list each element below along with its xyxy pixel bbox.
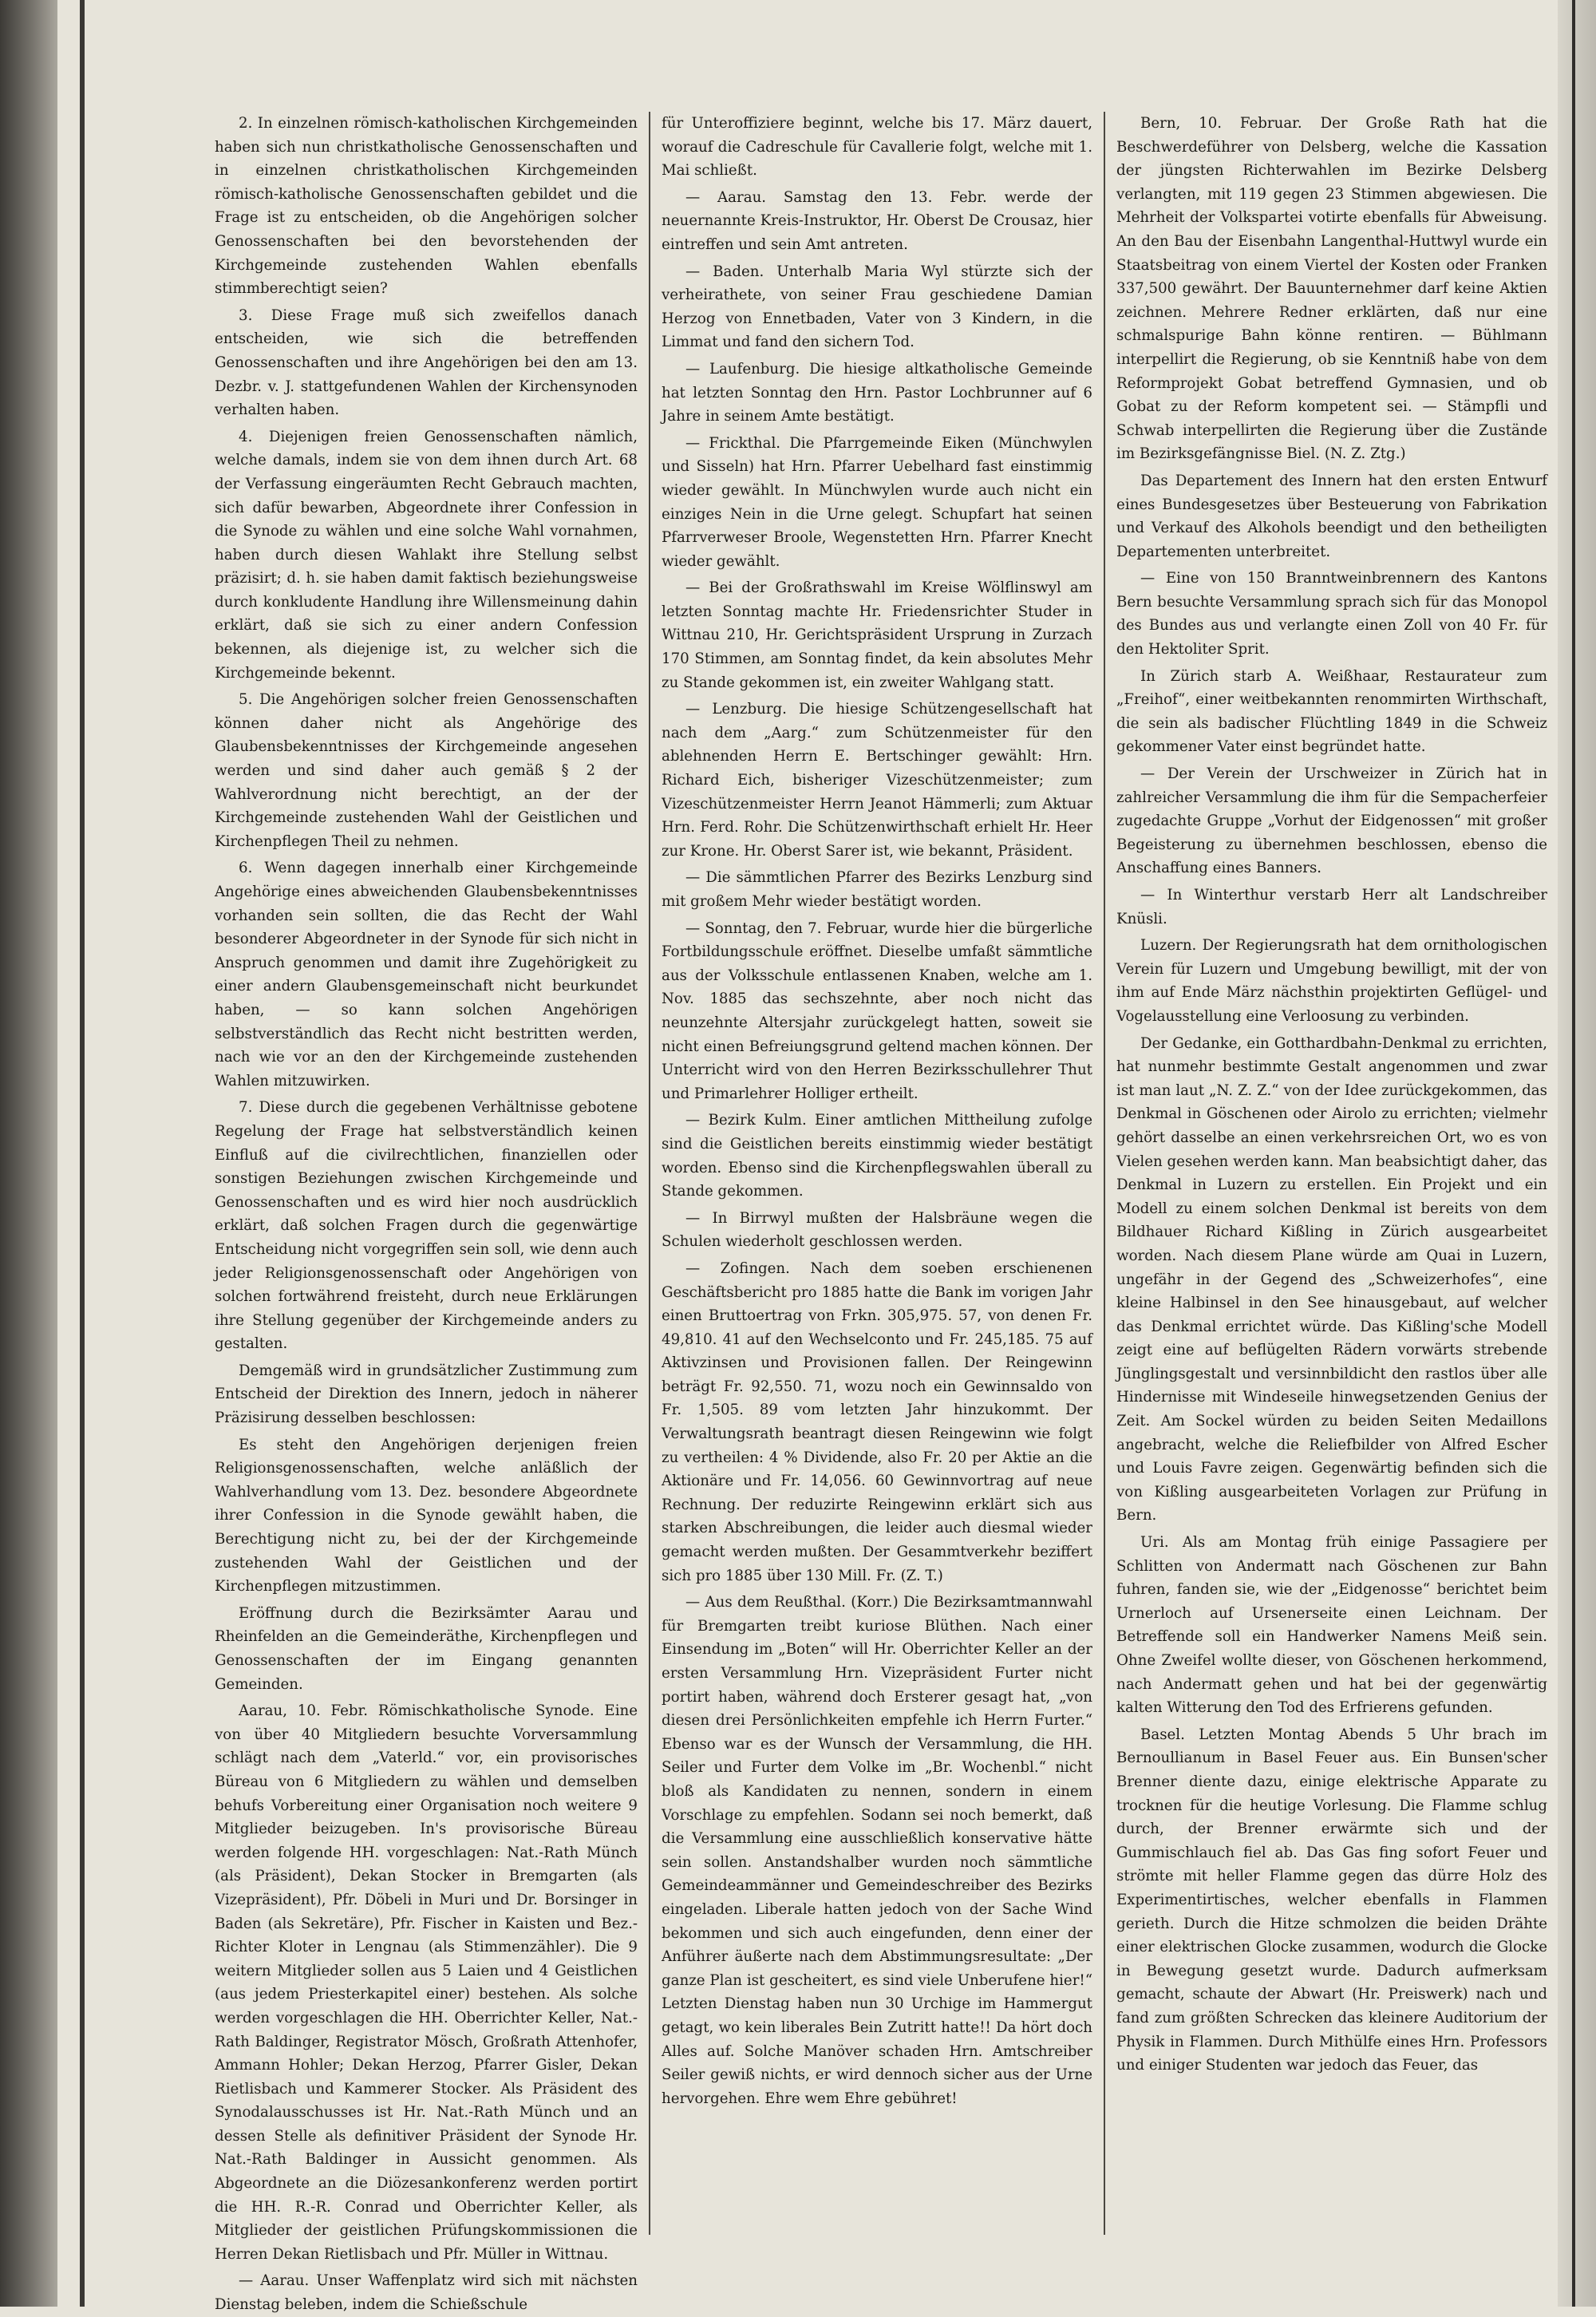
paragraph: 5. Die Angehörigen solcher freien Genossenschaften können daher nicht als Angehörige des Glaubensbekenntnisses der Kirchgemeinde angesehen werden und sind daher auch gemäß § 2 der Wahlverordnung nicht berechtigt, an der der Kirchgemeinde zustehenden Wahl der Geistlichen und Kirchenpflegen Theil zu nehmen. <box>215 691 638 850</box>
paragraph: — Laufenburg. Die hiesige altkatholische Gemeinde hat letzten Sonntag den Hrn. Pastor Lochbrunner auf 6 Jahre in seinem Amte bestätigt. <box>662 360 1092 425</box>
paragraph: — In Birrwyl mußten der Halsbräune wegen die Schulen wiederholt geschlossen werden. <box>662 1209 1092 1251</box>
paragraph: Uri. Als am Montag früh einige Passagiere per Schlitten von Andermatt nach Göschenen zur Bahn fuhren, fanden sie, wie der „Eidgenosse“ berichtet beim Urnerloch auf Ursenerseite einen Leichnam. Der Betreffende soll ein Handwerker Namens Meiß sein. Ohne Zweifel wollte dieser, von Göschenen herkommend, nach Andermatt gehen und hat bei der gegenwärtig kalten Witterung den Tod des Erfrierens gefunden. <box>1116 1534 1547 1717</box>
paragraph: — Aarau. Unser Waffenplatz wird sich mit nächsten Dienstag beleben, indem die Schießschule <box>215 2272 638 2314</box>
paragraph: — Eine von 150 Branntweinbrennern des Kantons Bern besuchte Versammlung sprach sich für das Monopol des Bundes aus und verlangte einen Zoll von 40 Fr. für den Hektoliter Sprit. <box>1116 570 1547 658</box>
paragraph: 7. Diese durch die gegebenen Verhältnisse gebotene Regelung der Frage hat selbstverständlich keinen Einfluß auf die civilrechtlichen, finanziellen oder sonstigen Beziehungen zwischen Kirchgemeinde und Genossenschaften und es wird hier noch ausdrücklich erklärt, daß solchen Fragen durch die gegenwärtige Entscheidung nicht vorgegriffen sein soll, wie denn auch jeder Religionsgenossenschaft oder Angehörigen von solchen fortwährend freisteht, durch neue Erklärungen ihre Stellung gegenüber der Kirchgemeinde anders zu gestalten. <box>215 1099 638 1353</box>
paragraph: — Aus dem Reußthal. (Korr.) Die Bezirksamtmannwahl für Bremgarten treibt kuriose Blüthen. Nach einer Einsendung im „Boten“ will Hr. Oberrichter Keller an der ersten Versammlung Hrn. Vizepräsident Furter nicht portirt haben, während doch Ersterer gesagt hat, „von diesen drei Persönlichkeiten empfehle ich Herrn Furter.“ Ebenso war es der Wunsch der Versammlung, die HH. Seiler und Furter dem Volke im „Br. Wochenbl.“ nicht bloß als Kandidaten zu nennen, sondern in einem Vorschlage zu empfehlen. Sodann sei noch bemerkt, daß die Versammlung eine ausschließlich konservative hätte sein sollen. Anstandshalber wurden noch sämmtliche Gemeindeammänner und Gemeindeschreiber des Bezirks eingeladen. Liberale hatten jedoch von der Sache Wind bekommen und sich auch eingefunden, denn einer der Anführer äußerte nach dem Abstimmungsresultate: „Der ganze Plan ist gescheitert, es sind viele Unberufene hier!“ Letzten Dienstag haben nun 30 Urchige im Hammergut getagt, wo kein liberales Bein Zutritt hatte!! Da hört doch Alles auf. Solche Manöver schaden Hrn. Amtschreiber Seiler gewiß nichts, er wird dennoch sicher aus der Urne hervorgehen. Ehre wem Ehre gebühret! <box>662 1594 1092 2107</box>
column-left <box>203 112 650 2314</box>
paragraph: Der Gedanke, ein Gotthardbahn-Denkmal zu errichten, hat nunmehr bestimmte Gestalt angenommen und zwar ist man laut „N. Z. Z.“ von der Idee zurückgekommen, das Denkmal in Göschenen oder Airolo zu errichten; vielmehr gehört dasselbe an einen verkehrsreichen Ort, wo es von Vielen gesehen werden kann. Man beabsichtigt daher, das Denkmal in Luzern zu erstellen. Ein Projekt und ein Modell zu einem solchen Denkmal ist bereits von dem Bildhauer Richard Kißling in Zürich ausgearbeitet worden. Nach diesem Plane würde am Quai in Luzern, ungefähr in der Gegend des „Schweizerhofes“, eine kleine Halbinsel in den See hinausgebaut, auf welcher das Denkmal errichtet würde. Das Kißling'sche Modell zeigt eine auf beflügelten Rädern vorwärts strebende Jünglingsgestalt und versinnbildicht den rastlos über alle Hindernisse mit Windeseile hinwegsetzenden Genius der Zeit. Am Sockel würden zu beiden Seiten Medaillons angebracht, welche die Reliefbilder von Alfred Escher und Louis Favre zeigen. Gegenwärtig befinden sich die von Kißling ausgearbeiteten Vorlagen zur Prüfung in Bern. <box>1116 1034 1547 1524</box>
page-edge-line <box>1572 0 1575 2307</box>
paragraph: 4. Diejenigen freien Genossenschaften nämlich, welche damals, indem sie von dem ihnen durch Art. 68 der Verfassung eingeräumten Recht Gebrauch machten, sich dafür bewarben, Abgeordnete ihrer Confession in die Synode zu wählen und eine solche Wahl vornahmen, haben durch diesen Wahlakt ihre Stellung selbst präzisirt; d. h. sie haben damit faktisch beziehungsweise durch konkludente Handlung ihre Willensmeinung dahin erklärt, daß sie sich zu einer andern Confession bekennen, als diejenige ist, zu welcher sich die Kirchgemeinde bekennt. <box>215 428 638 682</box>
book-binding-shadow <box>0 0 57 2307</box>
paragraph: — Aarau. Samstag den 13. Febr. werde der neuernannte Kreis-Instruktor, Hr. Oberst De Crousaz, hier eintreffen und sein Amt antreten. <box>662 188 1092 253</box>
paragraph: Eröffnung durch die Bezirksämter Aarau und Rheinfelden an die Gemeinderäthe, Kirchenpflegen und Genossenschaften der im Eingang genannten Gemeinden. <box>215 1604 638 1693</box>
column-middle <box>650 112 1105 2235</box>
page-gutter-line <box>80 0 85 2307</box>
paragraph: 6. Wenn dagegen innerhalb einer Kirchgemeinde Angehörige eines abweichenden Glaubensbekenntnisses vorhanden sein sollten, die das Recht der Wahl besonderer Abgeordneter in der Synode für sich nicht in Anspruch genommen und damit ihre Zugehörigkeit zu einer andern Glaubensgemeinschaft nicht beurkundet haben, — so kann solchen Angehörigen selbstverständlich das Recht nicht bestritten werden, nach wie vor an den der Kirchgemeinde zustehenden Wahlen mitzuwirken. <box>215 860 638 1089</box>
paragraph: — Bei der Großrathswahl im Kreise Wölflinswyl am letzten Sonntag machte Hr. Friedensrichter Studer in Wittnau 210, Hr. Gerichtspräsident Ursprung in Zurzach 170 Stimmen, am Sonntag findet, da kein absolutes Mehr zu Stande gekommen ist, ein zweiter Wahlgang statt. <box>662 579 1092 691</box>
paragraph: 2. In einzelnen römisch-katholischen Kirchgemeinden haben sich nun christkatholische Genossenschaften und in einzelnen christkatholischen Kirchgemeinden römisch-katholische Genossenschaften gebildet und die Frage ist zu entscheiden, ob die Angehörigen solcher Genossenschaften bei den bevorstehenden der Kirchgemeinde zustehenden Wahlen ebenfalls stimmberechtigt seien? <box>215 115 638 298</box>
paragraph: — Bezirk Kulm. Einer amtlichen Mittheilung zufolge sind die Geistlichen bereits einstimmig wieder bestätigt worden. Ebenso sind die Kirchenpflegswahlen überall zu Stande gekommen. <box>662 1112 1092 1200</box>
paragraph: — In Winterthur verstarb Herr alt Landschreiber Knüsli. <box>1116 887 1547 927</box>
column-right <box>1105 112 1558 2235</box>
paragraph: 3. Diese Frage muß sich zweifellos danach entscheiden, wie sich die betreffenden Genossenschaften und ihre Angehörigen bei den am 13. Dezbr. v. J. stattgefundenen Wahlen der Kirchensynoden verhalten haben. <box>215 306 638 419</box>
paragraph: für Unteroffiziere beginnt, welche bis 17. März dauert, worauf die Cadreschule für Cavallerie folgt, welche mit 1. Mai schließt. <box>662 115 1092 180</box>
paragraph: — Die sämmtlichen Pfarrer des Bezirks Lenzburg sind mit großem Mehr wieder bestätigt worden. <box>662 869 1092 910</box>
paragraph: Demgemäß wird in grundsätzlicher Zustimmung zum Entscheid der Direktion des Innern, jedoch in näherer Präzisirung desselben beschlossen: <box>215 1362 638 1427</box>
page-edge-shadow <box>1558 0 1596 2307</box>
paragraph: In Zürich starb A. Weißhaar, Restaurateur zum „Freihof“, einer weitbekannten renommirten Wirthschaft, die sein als badischer Flüchtling 1849 in die Schweiz gekommener Vater einst begründet hatte. <box>1116 667 1547 756</box>
paragraph: — Sonntag, den 7. Februar, wurde hier die bürgerliche Fortbildungsschule eröffnet. Dieselbe umfaßt sämmtliche aus der Volksschule entlassenen Knaben, welche am 1. Nov. 1885 das sechszehnte, aber noch nicht das neunzehnte Altersjahr zurückgelegt hatten, soweit sie nicht einen Befreiungsgrund geltend machen können. Der Unterricht wird von den Herren Bezirksschullehrer Thut und Primarlehrer Holliger ertheilt. <box>662 919 1092 1102</box>
paragraph: Luzern. Der Regierungsrath hat dem ornithologischen Verein für Luzern und Umgebung bewilligt, mit der von ihm auf Ende März nächsthin projektirten Geflügel- und Vogelausstellung eine Verloosung zu verbinden. <box>1116 937 1547 1025</box>
paragraph: — Der Verein der Urschweizer in Zürich hat in zahlreicher Versammlung die ihm für die Sempacherfeier zugedachte Gruppe „Vorhut der Eidgenossen“ mit großer Begeisterung zu übernehmen beschlossen, ebenso die Anschaffung eines Banners. <box>1116 765 1547 877</box>
paragraph: Bern, 10. Februar. Der Große Rath hat die Beschwerdeführer von Delsberg, welche die Kassation der jüngsten Richterwahlen im Bezirke Delsberg verlangten, mit 119 gegen 23 Stimmen abgewiesen. Die Mehrheit der Volkspartei votirte ebenfalls für Abweisung. An den Bau der Eisenbahn Langenthal-Huttwyl wurde ein Staatsbeitrag von einem Viertel der Kosten oder Franken 337,500 gewährt. Der Bauunternehmer darf keine Aktien zeichnen. Mehrere Redner erklärten, daß nur eine schmalspurige Bahn könne rentiren. — Bühlmann interpellirt die Regierung, ob sie Kenntniß habe von dem Reformprojekt Gobat betreffend Gymnasien, und ob Gobat zu der Reform kompetent sei. — Stämpfli und Schwab interpellirten die Regierung über die Zustände im Bezirksgefängnisse Biel. (N. Z. Ztg.) <box>1116 115 1547 463</box>
newspaper-page <box>203 112 1560 2314</box>
paragraph: Aarau, 10. Febr. Römischkatholische Synode. Eine von über 40 Mitgliedern besuchte Vorversammlung schlägt nach dem „Vaterld.“ vor, ein provisorisches Büreau von 6 Mitgliedern zu wählen und demselben behufs Vorbereitung einer Organisation noch weitere 9 Mitglieder beizugeben. In's provisorische Büreau werden folgende HH. vorgeschlagen: Nat.-Rath Münch (als Präsident), Dekan Stocker in Bremgarten (als Vizepräsident), Pfr. Döbeli in Muri und Dr. Borsinger in Baden (als Sekretäre), Pfr. Fischer in Kaisten und Bez.-Richter Kloter in Lengnau (als Stimmenzähler). Die 9 weitern Mitglieder sollen aus 5 Laien und 4 Geistlichen (aus jedem Priesterkapitel einer) bestehen. Als solche werden vorgeschlagen die HH. Oberrichter Keller, Nat.-Rath Baldinger, Registrator Mösch, Großrath Attenhofer, Ammann Hohler; Dekan Herzog, Pfarrer Gisler, Dekan Rietlisbach und Kammerer Stocker. Als Präsident des Synodalausschusses ist Hr. Nat.-Rath Münch und an dessen Stelle als definitiver Präsident der Synode Hr. Nat.-Rath Baldinger in Aussicht genommen. Als Abgeordnete an die Diözesankonferenz werden portirt die HH. R.-R. Conrad und Oberrichter Keller, als Mitglieder der geistlichen Prüfungskommissionen die Herren Dekan Rietlisbach und Pfr. Müller in Wittnau. <box>215 1702 638 2263</box>
paragraph: — Lenzburg. Die hiesige Schützengesellschaft hat nach dem „Aarg.“ zum Schützenmeister für den ablehnenden Herrn E. Bertschinger gewählt: Hrn. Richard Eich, bisheriger Vizeschützenmeister; zum Vizeschützenmeister Herrn Jeanot Hämmerli; zum Aktuar Hrn. Ferd. Rohr. Die Schützenwirthschaft erhielt Hr. Heer zur Krone. Hr. Oberst Sarer ist, wie bekannt, Präsident. <box>662 701 1092 860</box>
paragraph: Es steht den Angehörigen derjenigen freien Religionsgenossenschaften, welche anläßlich der Wahlverhandlung vom 13. Dez. besondere Abgeordnete ihrer Confession in die Synode gewählt haben, die Berechtigung nicht zu, bei der der Kirchgemeinde zustehenden Wahl der Geistlichen und der Kirchenpflegen mitzustimmen. <box>215 1436 638 1595</box>
paragraph: — Zofingen. Nach dem soeben erschienenen Geschäftsbericht pro 1885 hatte die Bank im vorigen Jahr einen Bruttoertrag von Frkn. 305,975. 57, von denen Fr. 49,810. 41 auf den Wechselconto und Fr. 245,185. 75 auf Aktivzinsen und Provisionen fallen. Der Reingewinn beträgt Fr. 92,550. 71, wozu noch ein Gewinnsaldo von Fr. 1,505. 89 vom letzten Jahr hinzukommt. Der Verwaltungsrath beantragt diesen Reingewinn wie folgt zu vertheilen: 4 % Dividende, also Fr. 20 per Aktie an die Aktionäre und Fr. 14,056. 60 Gewinnvortrag auf neue Rechnung. Der reduzirte Reingewinn erklärt sich aus starken Abschreibungen, die leider auch diesmal wieder gemacht werden mußten. Der Gesammtverkehr beziffert sich pro 1885 über 130 Mill. Fr. (Z. T.) <box>662 1259 1092 1584</box>
paragraph: — Frickthal. Die Pfarrgemeinde Eiken (Münchwylen und Sisseln) hat Hrn. Pfarrer Uebelhard fast einstimmig wieder gewählt. In Münchwylen wurde auch nicht ein einziges Nein in die Urne gelegt. Schupfart hat seinen Pfarrverweser Broole, Wegenstetten Hrn. Pfarrer Knecht wieder gewählt. <box>662 434 1092 570</box>
paragraph: — Baden. Unterhalb Maria Wyl stürzte sich der verheirathete, von seiner Frau geschiedene Damian Herzog von Ennetbaden, Vater von 3 Kindern, in die Limmat und fand den sichern Tod. <box>662 263 1092 351</box>
paragraph: Das Departement des Innern hat den ersten Entwurf eines Bundesgesetzes über Besteuerung von Fabrikation und Verkauf des Alkohols beendigt und den betheiligten Departementen unterbreitet. <box>1116 472 1547 560</box>
paragraph: Basel. Letzten Montag Abends 5 Uhr brach im Bernoullianum in Basel Feuer aus. Ein Bunsen'scher Brenner diente dazu, einige elektrische Apparate zu trocknen für die heutige Vorlesung. Die Flamme schlug durch, der Brenner erwärmte sich und der Gummischlauch fiel ab. Das Gas fing sofort Feuer und strömte mit heller Flamme gegen das dürre Holz des Experimentirtisches, welcher ebenfalls in Flammen gerieth. Durch die Hitze schmolzen die beiden Drähte einer elektrischen Glocke zusammen, wodurch die Glocke in Bewegung gesetzt wurde. Dadurch aufmerksam gemacht, schaute der Abwart (Hr. Preiswerk) nach und fand zum größten Schrecken das kleinere Auditorium der Physik in Flammen. Durch Mithülfe eines Hrn. Professors und einiger Studenten war jedoch das Feuer, das <box>1116 1726 1547 2074</box>
